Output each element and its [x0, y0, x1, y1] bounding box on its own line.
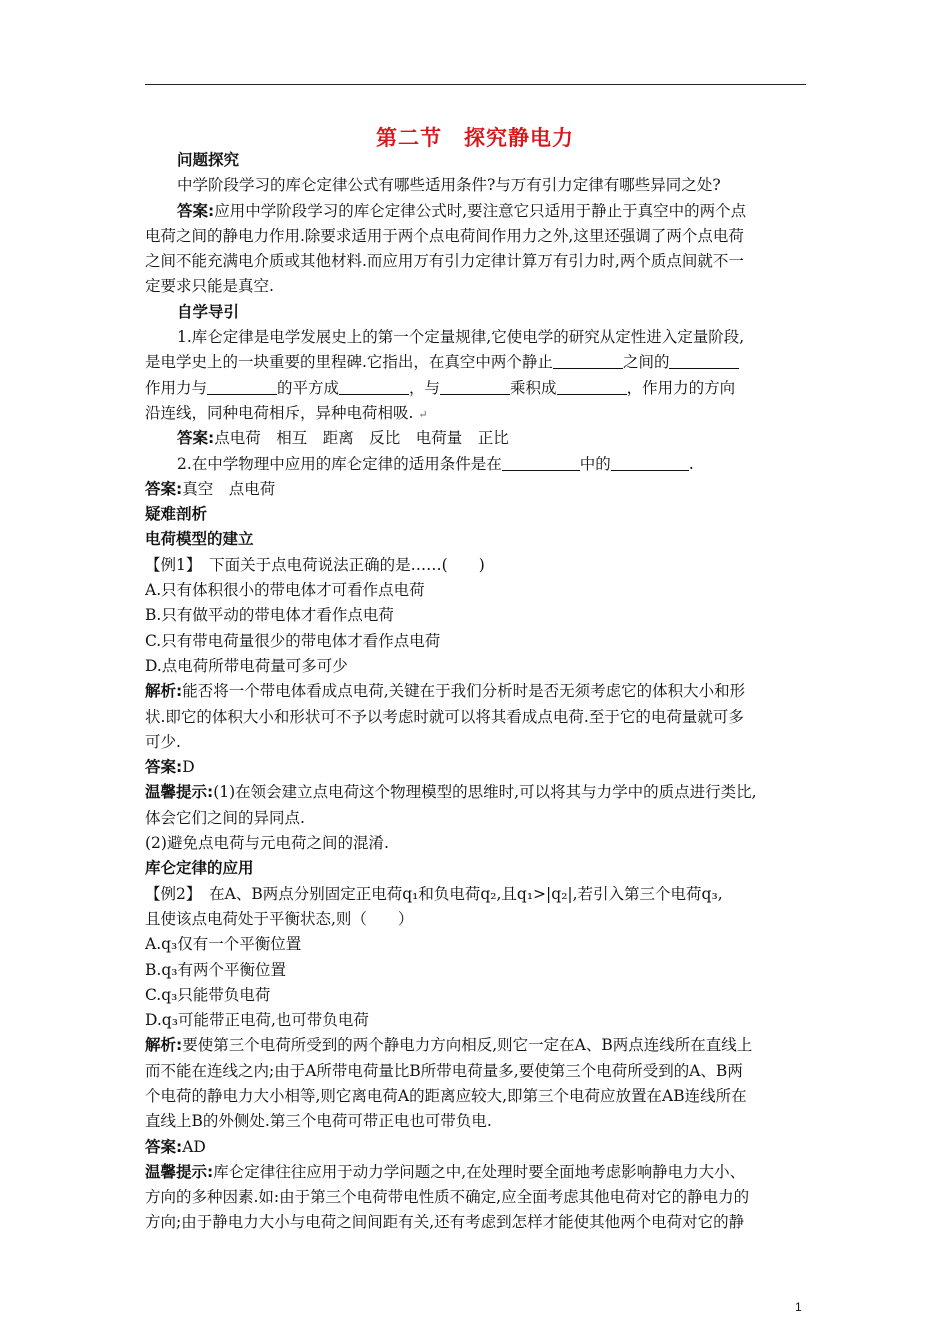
analysis-line: 直线上B的外侧处.第三个电荷可带正电也可带负电.: [145, 1112, 492, 1131]
example-2-question: 且使该点电荷处于平衡状态,则（ ）: [145, 909, 414, 928]
analysis-line: [145, 1033, 809, 1058]
example-2-question: [145, 882, 809, 907]
answer-line: 之间不能充满电介质或其他材料.而应用万有引力定律计算万有引力时,两个质点间就不一: [145, 252, 744, 271]
tip-label: 温馨提示:: [145, 1162, 214, 1181]
analysis-label: 解析:: [145, 1036, 183, 1055]
answer-text: AD: [182, 1137, 206, 1156]
answer-line: 电荷之间的静电力作用.除要求适用于两个点电荷间作用力之外,这里还强调了两个点电荷: [145, 226, 744, 245]
text-run: ( ): [441, 555, 485, 574]
example-2-answer: [145, 1135, 809, 1160]
option-a: A.q₃仅有一个平衡位置: [145, 935, 302, 954]
tip-line: 方向;由于静电力大小与电荷之间间距有关,还有考虑到怎样才能使其他两个电荷对它的静: [145, 1213, 745, 1232]
answer-label: 答案:: [145, 479, 183, 498]
option-b: B.只有做平动的带电体才看作点电荷: [145, 606, 394, 625]
option-c: C.只有带电荷量很少的带电体才看作点电荷: [145, 631, 441, 650]
tip-line: [145, 780, 809, 805]
text-run: 沿连线，同种电荷相斥，异种电荷相吸.: [145, 403, 414, 422]
answer-label: 答案:: [145, 1137, 183, 1156]
section-heading-yinan: 疑难剖析: [145, 505, 208, 524]
section-heading-zixue: 自学导引: [177, 302, 240, 321]
question-1-line: [145, 350, 809, 375]
answer-line: 定要求只能是真空.: [145, 277, 274, 296]
tip-label: 温馨提示:: [145, 783, 214, 802]
analysis-line: [145, 679, 809, 704]
paragraph-mark-icon: ↵: [418, 407, 428, 421]
answer-text: 点电荷 相互 距离 反比 电荷量 正比: [214, 429, 509, 448]
option-d: D.q₃可能带正电荷,也可带负电荷: [145, 1011, 369, 1030]
text-run: 乘积成: [510, 378, 557, 397]
analysis-line: 可少.: [145, 732, 181, 751]
document-body: [145, 148, 809, 1236]
answer-label: 答案:: [177, 429, 215, 448]
question-1-line: [145, 401, 809, 426]
page-title: 第二节 探究静电力: [376, 126, 574, 150]
tip-line: 方向的多种因素.如:由于第三个电荷带电性质不确定,应全面考虑其他电荷对它的静电力的: [145, 1188, 750, 1207]
blank: [553, 353, 623, 369]
answer-text: 应用中学阶段学习的库仑定律公式时,要注意它只适用于静止于真空中的两个点: [214, 201, 747, 220]
text-run: 在A、B两点分别固定正电荷q₁和负电荷q₂,且q₁>|q₂|,若引入第三个电荷q₃,: [209, 884, 723, 903]
text-run: 2.在中学物理中应用的库仑定律的适用条件是在: [177, 454, 502, 473]
option-d: D.点电荷所带电荷量可多可少: [145, 656, 348, 675]
blank: [502, 455, 580, 471]
text-run: 能否将一个带电体看成点电荷,关键在于我们分析时是否无须考虑它的体积大小和形: [182, 682, 746, 701]
question-1-line: [145, 376, 809, 401]
text-run: ，与: [409, 378, 441, 397]
text-run: 是电学史上的一块重要的里程碑.它指出，在真空中两个静止: [145, 353, 553, 372]
question-2-answer: [145, 477, 809, 502]
answer-text: D: [182, 758, 195, 777]
question-2-line: [145, 452, 809, 477]
tip-line: (2)避免点电荷与元电荷之间的混淆.: [145, 834, 389, 853]
header-rule: [145, 84, 806, 85]
subheading-coulomb: 库仑定律的应用: [145, 859, 254, 878]
text-run: 库仑定律往往应用于动力学问题之中,在处理时要全面地考虑影响静电力大小、: [213, 1162, 746, 1181]
text-run: 要使第三个电荷所受到的两个静电力方向相反,则它一定在A、B两点连线所在直线上: [182, 1036, 753, 1055]
blank: [669, 353, 739, 369]
blank: [557, 379, 627, 395]
section-heading-wenti: 问题探究: [177, 151, 240, 169]
example-label: 【例1】: [145, 555, 194, 574]
text-run: 中的: [579, 454, 611, 473]
answer-label: 答案:: [177, 201, 215, 220]
text-run: .: [688, 454, 694, 473]
example-label: 【例2】: [145, 884, 194, 903]
text-run: 的平方成: [277, 378, 340, 397]
text-run: 之间的: [622, 353, 670, 372]
option-a: A.只有体积很小的带电体才可看作点电荷: [145, 581, 425, 600]
blank: [611, 455, 689, 471]
analysis-line: 而不能在连线之内;由于A所带电荷量比B所带电荷量多,要使第三个电荷所受到的A、B两: [145, 1061, 743, 1080]
tip-line: [145, 1160, 809, 1185]
question-1-answer: [145, 426, 809, 451]
question-1-line: 1.库仑定律是电学发展史上的第一个定量规律,它使电学的研究从定性进入定量阶段,: [177, 328, 745, 347]
tip-line: 体会它们之间的异同点.: [145, 808, 305, 827]
example-1-answer: [145, 755, 809, 780]
analysis-line: 状.即它的体积大小和形状可不予以考虑时就可以将其看成点电荷.至于它的电荷量就可多: [145, 707, 744, 726]
text-run: (1)在领会建立点电荷这个物理模型的思维时,可以将其与力学中的质点进行类比,: [213, 783, 757, 802]
answer-text: 真空 点电荷: [182, 479, 276, 498]
text-run: 作用力与: [145, 378, 208, 397]
option-b: B.q₃有两个平衡位置: [145, 960, 286, 979]
option-c: C.q₃只能带负电荷: [145, 985, 271, 1004]
answer-label: 答案:: [145, 758, 183, 777]
question-text: 中学阶段学习的库仑定律公式有哪些适用条件?与万有引力定律有哪些异同之处?: [177, 176, 721, 195]
subheading-model: 电荷模型的建立: [145, 530, 254, 549]
answer-line: [145, 199, 809, 224]
blank: [339, 379, 409, 395]
example-1-question: [145, 553, 809, 578]
text-run: ，作用力的方向: [626, 378, 736, 397]
blank: [207, 379, 277, 395]
analysis-label: 解析:: [145, 682, 183, 701]
text-run: 下面关于点电荷说法正确的是……: [209, 555, 442, 574]
analysis-line: 个电荷的静电力大小相等,则它离电荷A的距离应较大,即第三个电荷应放置在AB连线所在: [145, 1086, 747, 1105]
blank: [440, 379, 510, 395]
page-number: 1: [795, 1300, 802, 1314]
